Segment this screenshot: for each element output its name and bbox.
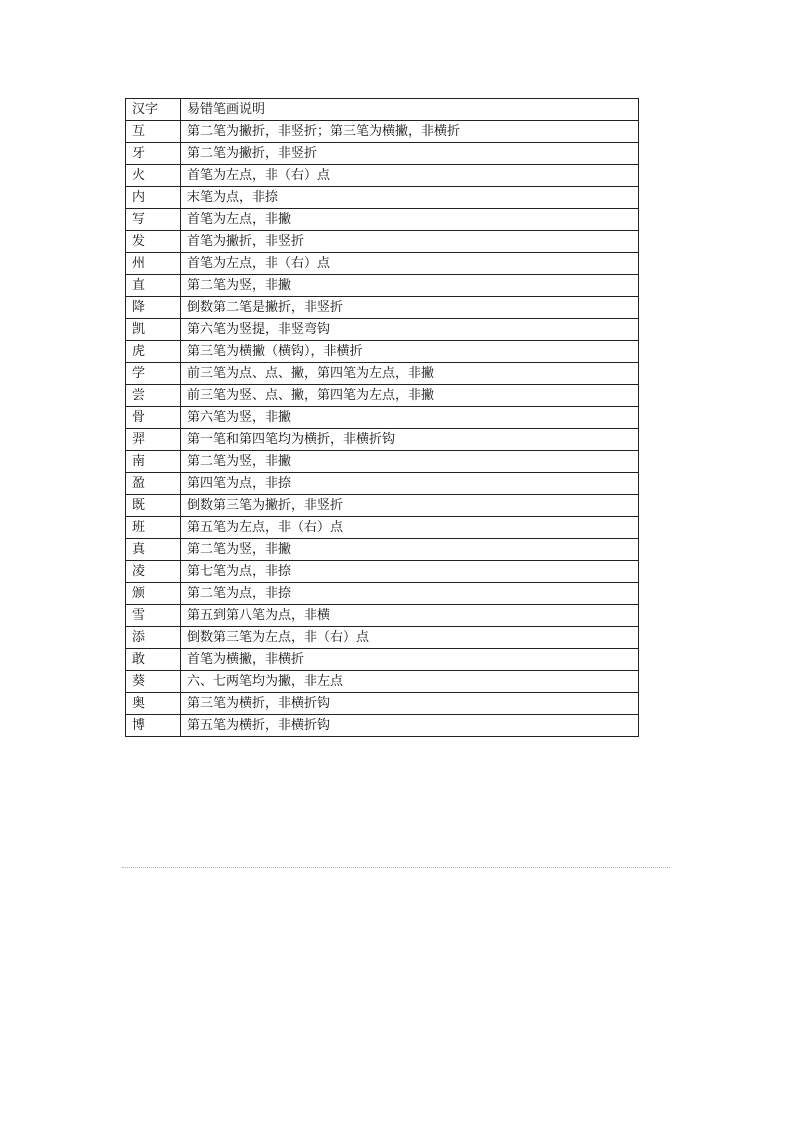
cell-desc: 第六笔为竖提，非竖弯钩 xyxy=(181,319,639,341)
table-row xyxy=(126,319,639,341)
cell-desc: 第二笔为竖，非撇 xyxy=(181,451,639,473)
cell-desc: 首笔为左点，非（右）点 xyxy=(181,165,639,187)
cell-char: 雪 xyxy=(126,605,181,627)
table-row xyxy=(126,517,639,539)
cell-char: 州 xyxy=(126,253,181,275)
cell-desc: 第三笔为横撇（横钩），非横折 xyxy=(181,341,639,363)
header-desc: 易错笔画说明 xyxy=(181,99,639,121)
cell-desc: 六、七两笔均为撇，非左点 xyxy=(181,671,639,693)
table-row xyxy=(126,451,639,473)
cell-char: 班 xyxy=(126,517,181,539)
cell-desc: 第二笔为竖，非撇 xyxy=(181,539,639,561)
table-row xyxy=(126,605,639,627)
table-row xyxy=(126,121,639,143)
header-char: 汉字 xyxy=(126,99,181,121)
table-row xyxy=(126,187,639,209)
stroke-error-table xyxy=(125,98,639,737)
cell-desc: 前三笔为点、点、撇，第四笔为左点，非撇 xyxy=(181,363,639,385)
table-row xyxy=(126,649,639,671)
table-row xyxy=(126,561,639,583)
cell-desc: 第五笔为左点，非（右）点 xyxy=(181,517,639,539)
cell-desc: 第五到第八笔为点，非横 xyxy=(181,605,639,627)
cell-desc: 末笔为点，非捺 xyxy=(181,187,639,209)
cell-char: 真 xyxy=(126,539,181,561)
cell-char: 骨 xyxy=(126,407,181,429)
cell-char: 降 xyxy=(126,297,181,319)
cell-char: 内 xyxy=(126,187,181,209)
table-row xyxy=(126,693,639,715)
cell-desc: 第二笔为点，非捺 xyxy=(181,583,639,605)
table-header-row xyxy=(126,99,639,121)
cell-char: 凯 xyxy=(126,319,181,341)
cell-desc: 第二笔为撇折，非竖折 xyxy=(181,143,639,165)
cell-desc: 倒数第三笔为撇折，非竖折 xyxy=(181,495,639,517)
cell-char: 火 xyxy=(126,165,181,187)
cell-desc: 首笔为撇折，非竖折 xyxy=(181,231,639,253)
cell-char: 奥 xyxy=(126,693,181,715)
cell-desc: 首笔为横撇，非横折 xyxy=(181,649,639,671)
table-row xyxy=(126,143,639,165)
table-row xyxy=(126,539,639,561)
cell-char: 盈 xyxy=(126,473,181,495)
cell-desc: 第五笔为横折，非横折钩 xyxy=(181,715,639,737)
cell-char: 添 xyxy=(126,627,181,649)
cell-desc: 第七笔为点，非捺 xyxy=(181,561,639,583)
table-row xyxy=(126,627,639,649)
cell-desc: 前三笔为竖、点、撇，第四笔为左点，非撇 xyxy=(181,385,639,407)
table-body xyxy=(126,121,639,737)
cell-desc: 倒数第二笔是撇折，非竖折 xyxy=(181,297,639,319)
table-row xyxy=(126,715,639,737)
cell-desc: 第一笔和第四笔均为横折，非横折钩 xyxy=(181,429,639,451)
table-row xyxy=(126,473,639,495)
cell-desc: 第四笔为点，非捺 xyxy=(181,473,639,495)
table-row xyxy=(126,363,639,385)
table-row xyxy=(126,671,639,693)
table-row xyxy=(126,209,639,231)
cell-char: 发 xyxy=(126,231,181,253)
cell-char: 博 xyxy=(126,715,181,737)
table-row xyxy=(126,429,639,451)
cell-char: 尝 xyxy=(126,385,181,407)
table-row xyxy=(126,495,639,517)
cell-desc: 首笔为左点，非撇 xyxy=(181,209,639,231)
table-row xyxy=(126,275,639,297)
cell-char: 颁 xyxy=(126,583,181,605)
table-row xyxy=(126,231,639,253)
cell-char: 学 xyxy=(126,363,181,385)
cell-char: 牙 xyxy=(126,143,181,165)
table-row xyxy=(126,385,639,407)
table-row xyxy=(126,253,639,275)
page-divider xyxy=(122,867,670,868)
cell-desc: 第三笔为横折，非横折钩 xyxy=(181,693,639,715)
cell-desc: 第二笔为竖，非撇 xyxy=(181,275,639,297)
cell-desc: 第六笔为竖，非撇 xyxy=(181,407,639,429)
cell-char: 既 xyxy=(126,495,181,517)
cell-char: 互 xyxy=(126,121,181,143)
cell-char: 敢 xyxy=(126,649,181,671)
cell-char: 南 xyxy=(126,451,181,473)
cell-char: 虎 xyxy=(126,341,181,363)
cell-char: 凌 xyxy=(126,561,181,583)
cell-char: 羿 xyxy=(126,429,181,451)
cell-char: 葵 xyxy=(126,671,181,693)
cell-desc: 首笔为左点，非（右）点 xyxy=(181,253,639,275)
table-row xyxy=(126,583,639,605)
cell-desc: 第二笔为撇折，非竖折；第三笔为横撇，非横折 xyxy=(181,121,639,143)
cell-char: 直 xyxy=(126,275,181,297)
table-row xyxy=(126,165,639,187)
cell-desc: 倒数第三笔为左点，非（右）点 xyxy=(181,627,639,649)
table-row xyxy=(126,341,639,363)
table-row xyxy=(126,297,639,319)
cell-char: 写 xyxy=(126,209,181,231)
table-row xyxy=(126,407,639,429)
